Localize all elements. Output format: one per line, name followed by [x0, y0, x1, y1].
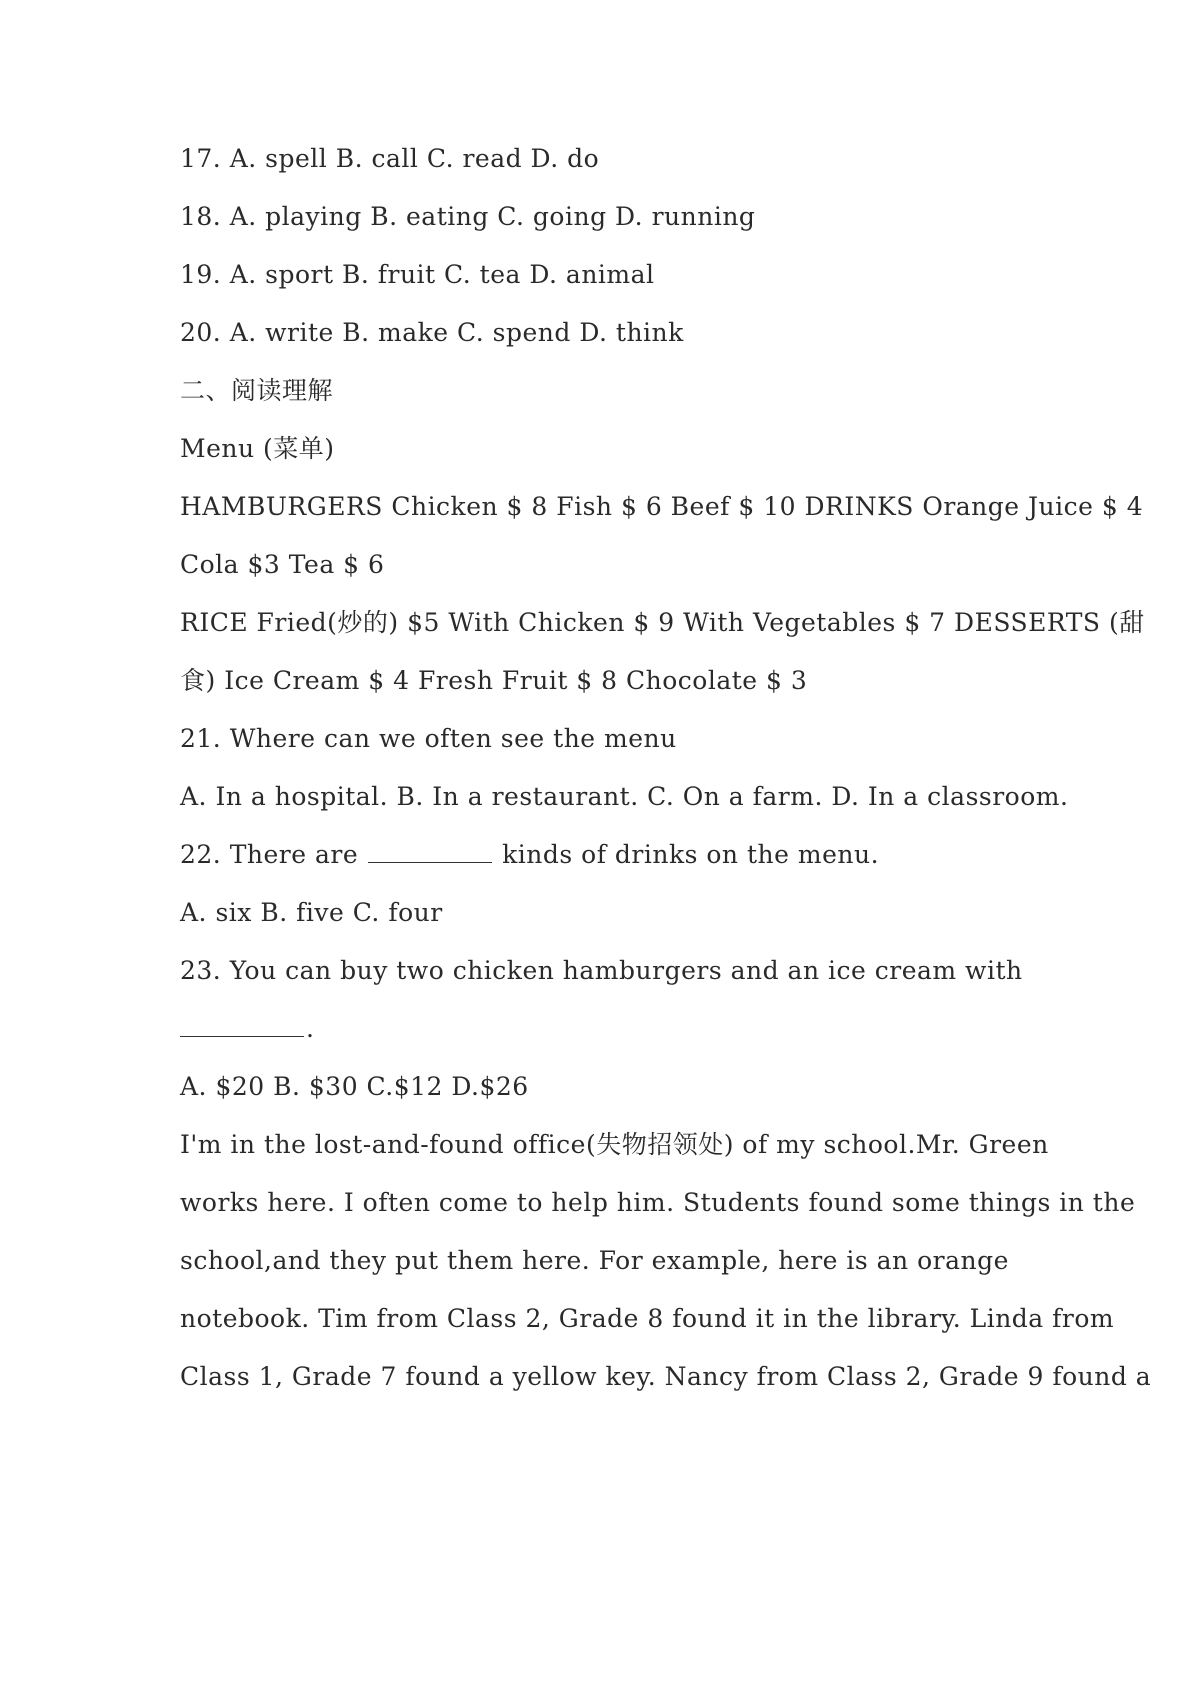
passage-line-4: notebook. Tim from Class 2, Grade 8 found it in the library. Linda from	[180, 1304, 1115, 1333]
passage-line-3: school,and they put them here. For example, here is an orange	[180, 1246, 1009, 1275]
answer-blank-23[interactable]	[180, 1014, 304, 1037]
menu-line-1: HAMBURGERS Chicken $ 8 Fish $ 6 Beef $ 10 DRINKS Orange Juice $ 4	[180, 492, 1144, 521]
question-21: 21. Where can we often see the menu	[180, 724, 677, 753]
question-23-options: A. $20 B. $30 C.$12 D.$26	[180, 1072, 529, 1101]
menu-line-4: 食) Ice Cream $ 4 Fresh Fruit $ 8 Chocolate $ 3	[180, 666, 808, 695]
question-22	[180, 840, 879, 870]
passage-line-5: Class 1, Grade 7 found a yellow key. Nancy from Class 2, Grade 9 found a	[180, 1362, 1152, 1391]
question-23-period: .	[306, 1014, 315, 1043]
question-23: 23. You can buy two chicken hamburgers and an ice cream with	[180, 956, 1023, 985]
menu-line-3: RICE Fried(炒的) $5 With Chicken $ 9 With Vegetables $ 7 DESSERTS (甜	[180, 608, 1145, 637]
question-22-text-after: kinds of drinks on the menu.	[502, 840, 880, 869]
menu-title: Menu (菜单)	[180, 434, 335, 463]
passage-line-2: works here. I often come to help him. Students found some things in the	[180, 1188, 1136, 1217]
question-22-options: A. six B. five C. four	[180, 898, 443, 927]
question-18: 18. A. playing B. eating C. going D. running	[180, 202, 756, 231]
section-title: 二、阅读理解	[180, 376, 334, 405]
question-23-blank-line	[180, 1014, 314, 1044]
question-19: 19. A. sport B. fruit C. tea D. animal	[180, 260, 655, 289]
menu-line-2: Cola $3 Tea $ 6	[180, 550, 385, 579]
question-20: 20. A. write B. make C. spend D. think	[180, 318, 684, 347]
question-22-text-before: 22. There are	[180, 840, 359, 869]
answer-blank-22[interactable]	[368, 840, 492, 863]
question-17: 17. A. spell B. call C. read D. do	[180, 144, 600, 173]
question-21-options: A. In a hospital. B. In a restaurant. C. On a farm. D. In a classroom.	[180, 782, 1069, 811]
passage-line-1: I'm in the lost-and-found office(失物招领处) of my school.Mr. Green	[180, 1130, 1049, 1159]
